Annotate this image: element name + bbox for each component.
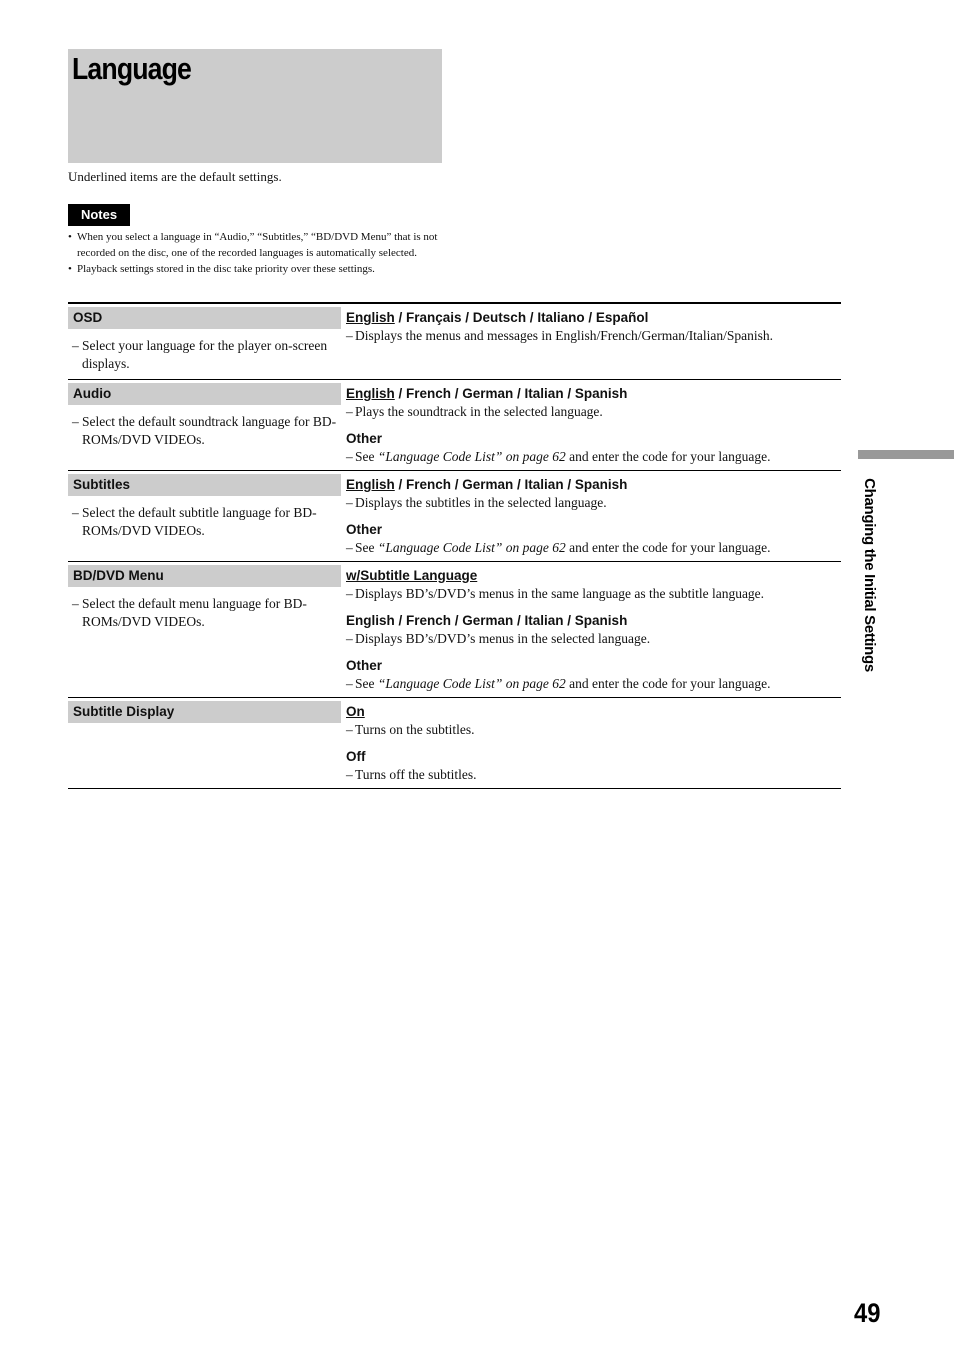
option-label [346,702,841,721]
side-tab-label: Changing the Initial Settings [861,478,878,672]
setting-name: Audio [68,383,341,405]
option-label: English / French / German / Italian / Spanish [346,386,628,401]
option-label: Other [346,658,383,673]
side-tab-bar [858,450,954,459]
default-option: English [346,310,395,325]
setting-row-osd [68,304,841,379]
default-option: w/Subtitle Language [346,568,478,583]
option-description: – See “Language Code List” on page 62 and enter the code for your language. [346,540,771,555]
option-description: – Displays the subtitles in the selected language. [346,495,607,510]
option-label: Other [346,522,383,537]
option-label: Other [346,431,383,446]
intro-text: Underlined items are the default settings. [68,169,282,184]
option-description: – See “Language Code List” on page 62 and enter the code for your language. [346,676,771,691]
option-description: – See “Language Code List” on page 62 and enter the code for your language. [346,449,771,464]
option-description: – Plays the soundtrack in the selected language. [346,404,603,419]
setting-row-subtitles [68,470,841,561]
setting-row-subtitle-display [68,697,841,788]
option-description: – Turns on the subtitles. [346,722,475,737]
setting-name: BD/DVD Menu [68,565,341,587]
option-description: – Displays BD’s/DVD’s menus in the same language as the subtitle language. [346,586,765,601]
setting-name: Subtitle Display [68,701,341,723]
default-option: English [346,386,395,401]
title-box [68,49,442,163]
option-description: – Displays BD’s/DVD’s menus in the selected language. [346,631,651,646]
setting-row-bddvd-menu [68,561,841,697]
notes-badge: Notes [68,204,130,226]
option-description: – Displays the menus and messages in English/French/German/Italian/Spanish. [346,328,774,343]
setting-name: OSD [68,307,341,329]
notes-list [68,229,448,277]
option-description: – Turns off the subtitles. [346,767,477,782]
option-label [346,566,841,585]
note-item: • When you select a language in “Audio,” “Subtitles,” “BD/DVD Menu” that is not recorded on the disc, one of the recorded languages is automatically selected. [68,229,448,261]
default-option: On [346,704,365,719]
option-label: English / French / German / Italian / Spanish [346,477,628,492]
setting-row-audio [68,379,841,470]
side-tab [859,463,879,687]
page-title: Language [72,51,192,86]
page-number: 49 [854,1298,881,1328]
setting-description: – Select the default subtitle language for BD-ROMs/DVD VIDEOs. [72,505,317,538]
note-item: • Playback settings stored in the disc take priority over these settings. [68,261,448,277]
default-option: English [346,477,395,492]
option-label: English / French / German / Italian / Spanish [346,613,628,628]
option-label: Off [346,749,366,764]
option-label: English / Français / Deutsch / Italiano / Español [346,310,649,325]
setting-description: – Select your language for the player on-screen displays. [72,338,328,371]
setting-description: – Select the default menu language for BD-ROMs/DVD VIDEOs. [72,596,307,629]
setting-name: Subtitles [68,474,341,496]
setting-description: – Select the default soundtrack language for BD-ROMs/DVD VIDEOs. [72,414,337,447]
settings-table [68,302,841,789]
